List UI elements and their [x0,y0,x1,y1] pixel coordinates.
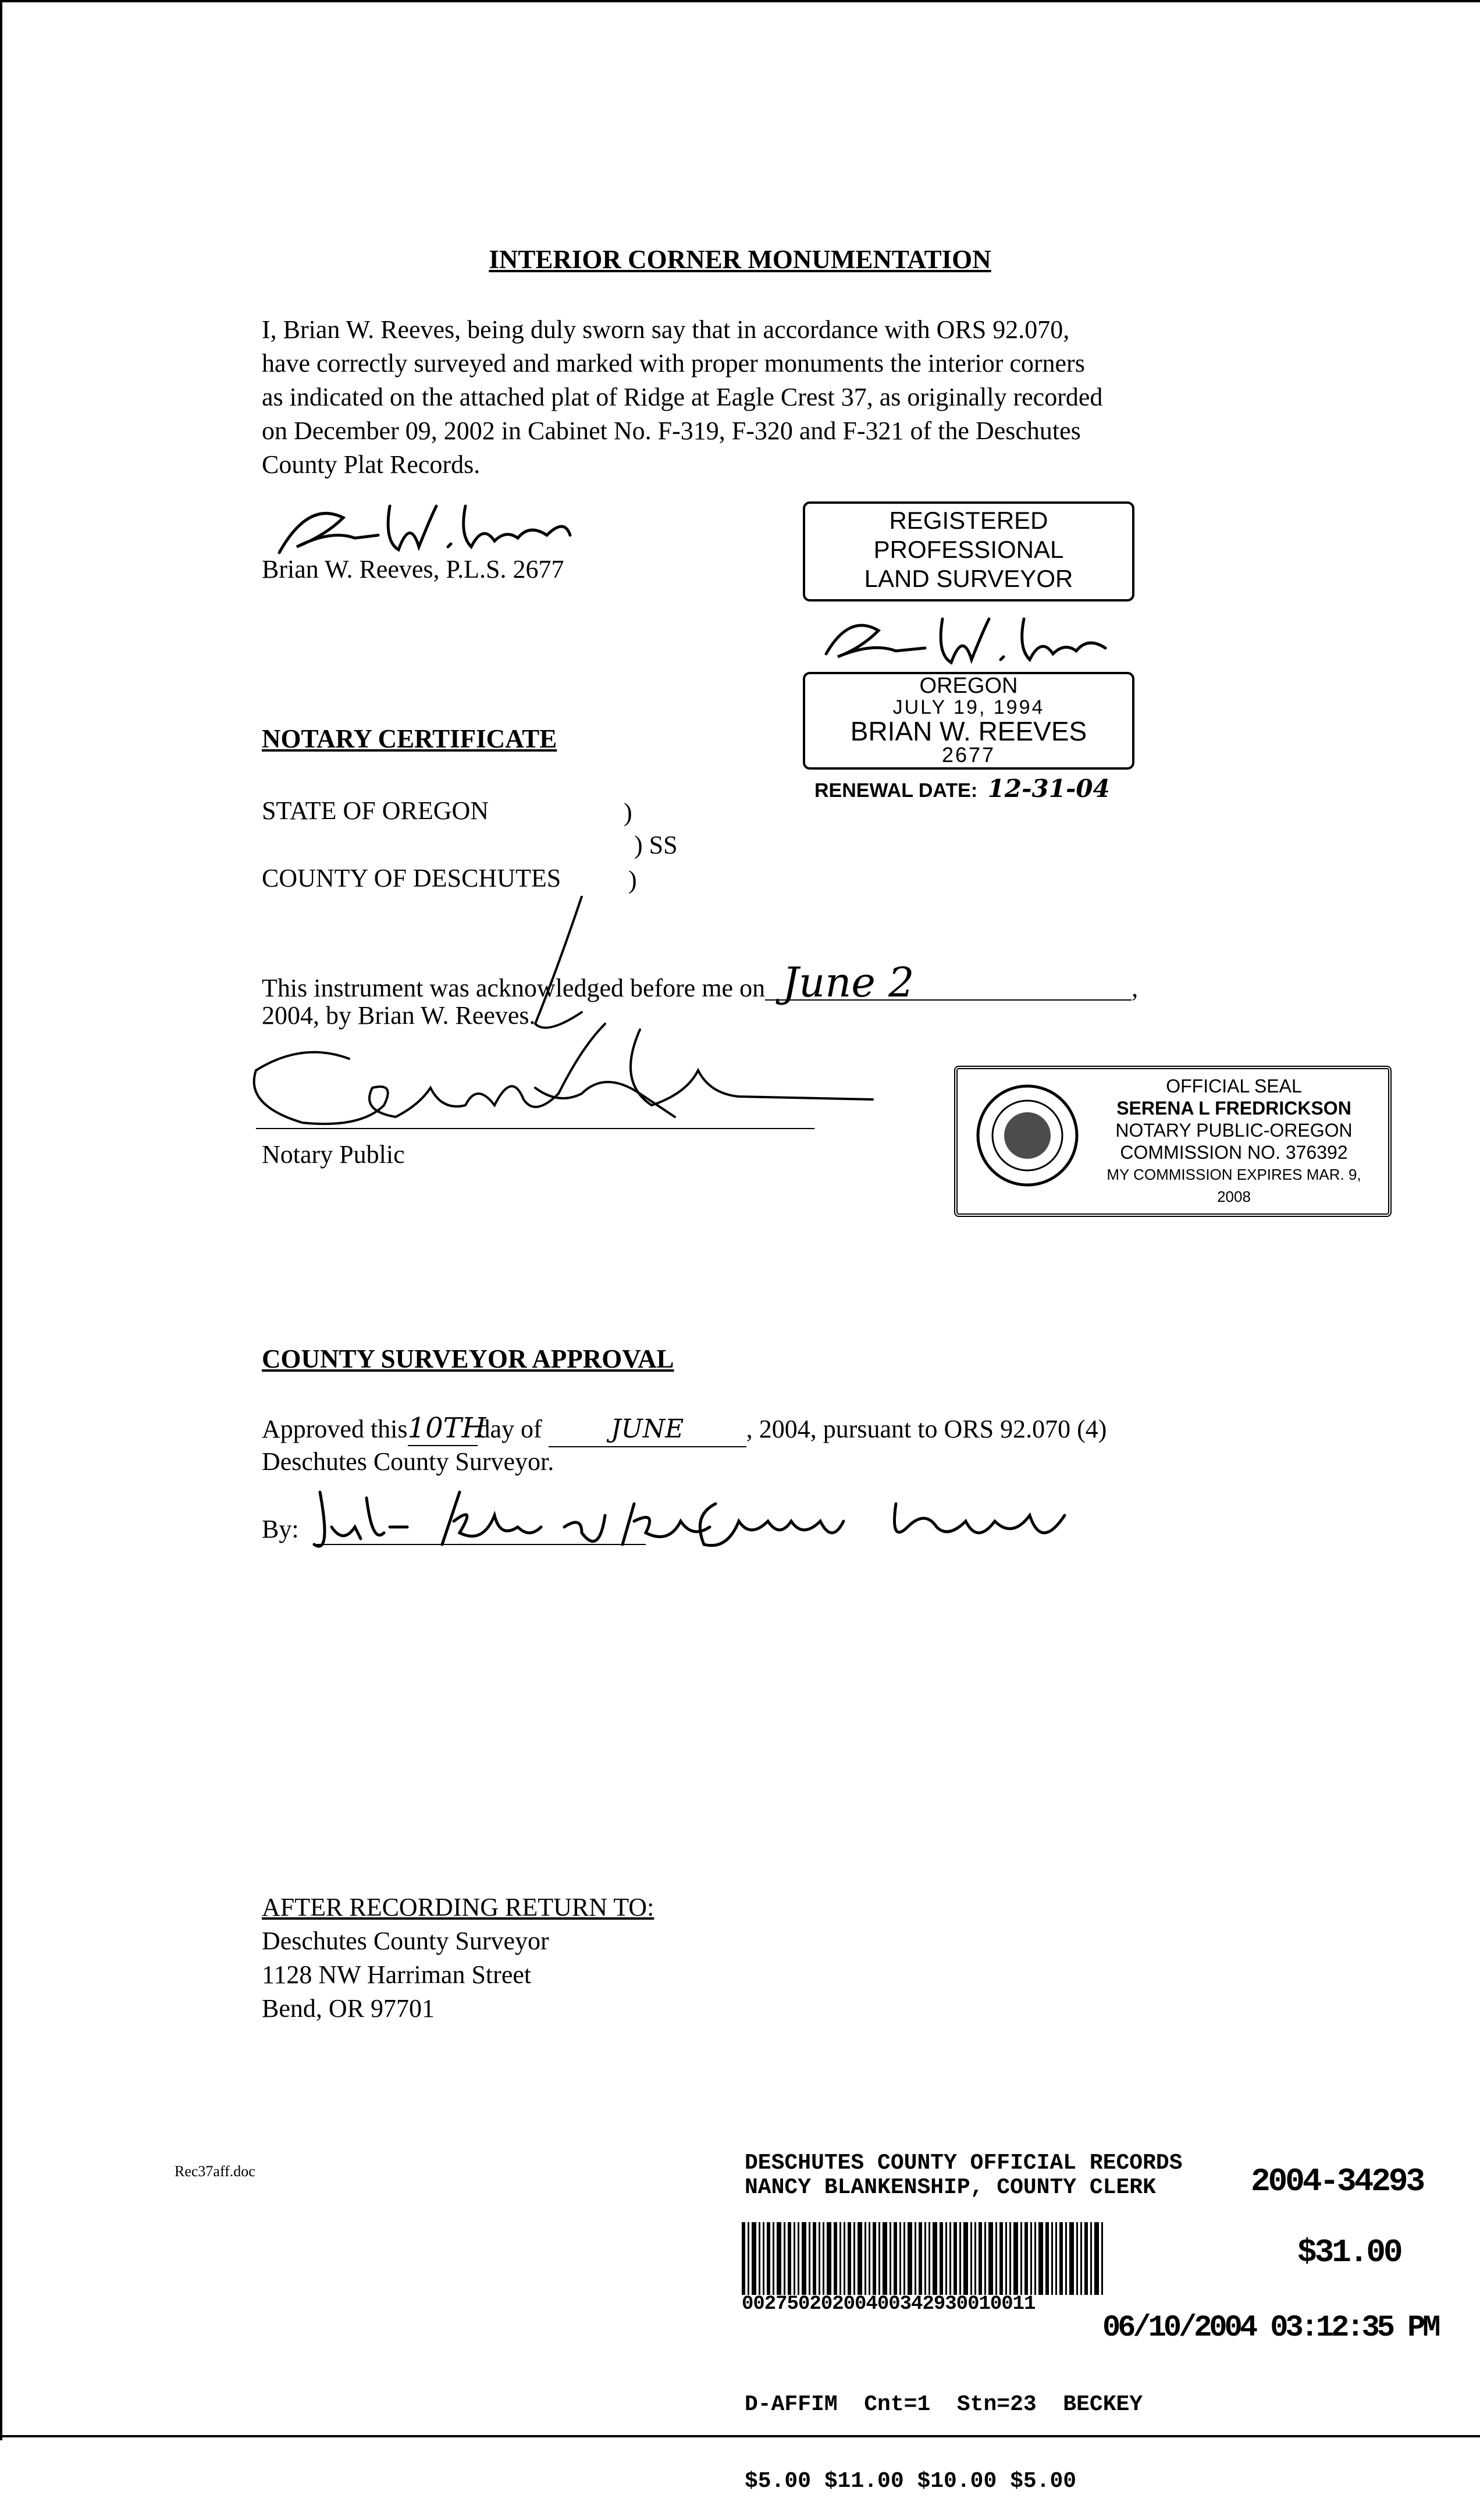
stamp-line: REGISTERED [889,507,1048,534]
seal-line4: COMMISSION NO. 376392 [1120,1142,1348,1163]
approval-suffix: , 2004, pursuant to ORS 92.070 (4) [746,1415,1107,1443]
paragraph-line: County Plat Records. [262,450,481,479]
oregon-state-seal-icon [975,1083,1080,1188]
amount-text: $31.00 [1297,2234,1401,2271]
stamp-number: 2677 [941,743,996,767]
ack-comma: , [1132,974,1139,1002]
stamp-signature-graphic [803,601,1134,671]
datetime-text: 06/10/2004 03:12:35 PM [1102,2311,1438,2345]
recording-type-line: D-AFFIM Cnt=1 Stn=23 BECKEY [745,2392,1143,2417]
return-block [262,1891,654,2026]
return-line: Deschutes County Surveyor [262,1927,549,1955]
seal-title: OFFICIAL SEAL [1166,1076,1302,1097]
stamp-bottom-box [803,672,1134,770]
notary-public-text: Notary Public [262,1140,405,1169]
stamp-date: JULY 19, 1994 [892,696,1045,718]
ack-line2-text: 2004, by Brian W. Reeves. [262,1001,536,1030]
approval-line [262,1411,1107,1447]
ack-text: This instrument was acknowledged before me on [262,974,766,1002]
return-line: 1128 NW Harriman Street [262,1960,532,1989]
return-line: Bend, OR 97701 [262,1994,435,2023]
notary-official-seal [954,1066,1392,1217]
recording-amount [1297,2234,1401,2271]
seal-text-block [1091,1075,1376,1208]
document-title [0,244,1480,275]
return-heading: AFTER RECORDING RETURN TO: [262,1893,654,1921]
ss-text: ) SS [634,831,678,859]
approval-line-2 [262,1445,554,1479]
doc-number-text: 2004-34293 [1251,2163,1424,2200]
page-border-left [0,0,2,2440]
renewal-value: 12-31-04 [987,774,1110,803]
stamp-line: PROFESSIONAL [873,536,1064,563]
approval-day-word: day of [477,1415,542,1443]
approval-day: 10TH [408,1411,478,1446]
seal-name: SERENA L FREDRICKSON [1116,1098,1351,1119]
stamp-top-box [803,501,1134,601]
stamp-state: OREGON [919,674,1018,698]
notary-signature-graphic [233,896,931,1152]
paragraph-line: on December 09, 2002 in Cabinet No. F-319, F-320 and F-321 of the Deschutes [262,417,1081,445]
recording-doc-number [1251,2163,1423,2200]
page-border-bottom [0,2435,1480,2437]
approval-heading-text: COUNTY SURVEYOR APPROVAL [262,1344,674,1373]
state-paren [624,796,632,830]
recording-line2: NANCY BLANKENSHIP, COUNTY CLERK [745,2175,1156,2200]
paragraph-line: have correctly surveyed and marked with proper monuments the interior corners [262,349,1085,378]
paren-text: ) [628,866,637,894]
footer-filename [175,2163,255,2180]
stamp-line: LAND SURVEYOR [864,565,1073,592]
surveyor-name-line [262,553,564,586]
surveyor-name-text: Brian W. Reeves, P.L.S. 2677 [262,555,564,583]
notary-heading [262,724,557,754]
approval-line2-text: Deschutes County Surveyor. [262,1447,554,1476]
seal-line3: NOTARY PUBLIC-OREGON [1115,1120,1353,1141]
recording-barcode-number [742,2293,1036,2315]
recording-stamp-bottom [745,2341,1143,2520]
recording-line1: DESCHUTES COUNTY OFFICIAL RECORDS [745,2151,1183,2176]
barcode-number-text: 00275020200400342930010011 [742,2293,1036,2315]
document-title-text: INTERIOR CORNER MONUMENTATION [489,245,991,274]
paragraph-line: as indicated on the attached plat of Ridge at Eagle Crest 37, as originally recorded [262,383,1103,411]
stamp-renewal [814,774,1134,803]
paragraph-line: I, Brian W. Reeves, being duly sworn say that in accordance with ORS 92.070, [262,315,1070,344]
county-line [262,862,561,895]
notary-heading-text: NOTARY CERTIFICATE [262,724,557,753]
notary-public-label [262,1138,405,1172]
recording-datetime [1102,2311,1438,2345]
seal-line5: MY COMMISSION EXPIRES MAR. 9, 2008 [1107,1166,1361,1205]
approval-month: JUNE [549,1412,746,1447]
surveyor-registration-stamp [803,501,1134,803]
state-line [262,794,489,828]
ss-line [634,828,678,862]
affidavit-paragraph [262,313,1228,482]
notary-signature [233,896,931,1155]
paren-text: ) [624,798,632,827]
by-label-text: By: [262,1515,299,1543]
ack-date: June 2 [765,966,1132,1001]
approval-by-label [262,1512,299,1546]
page-border-top [0,0,1480,2]
approval-signature [308,1480,1123,1571]
recording-fees-line: $5.00 $11.00 $10.00 $5.00 [745,2469,1077,2494]
county-paren [628,863,637,897]
stamp-name: BRIAN W. REEVES [850,716,1087,746]
recording-barcode [742,2222,1105,2295]
approval-signature-graphic [308,1480,1123,1568]
renewal-label: RENEWAL DATE: [814,780,978,802]
footer-filename-text: Rec37aff.doc [175,2163,255,2180]
approved-prefix: Approved this [262,1415,408,1443]
county-text: COUNTY OF DESCHUTES [262,864,561,892]
state-text: STATE OF OREGON [262,796,489,825]
approval-heading [262,1344,674,1374]
